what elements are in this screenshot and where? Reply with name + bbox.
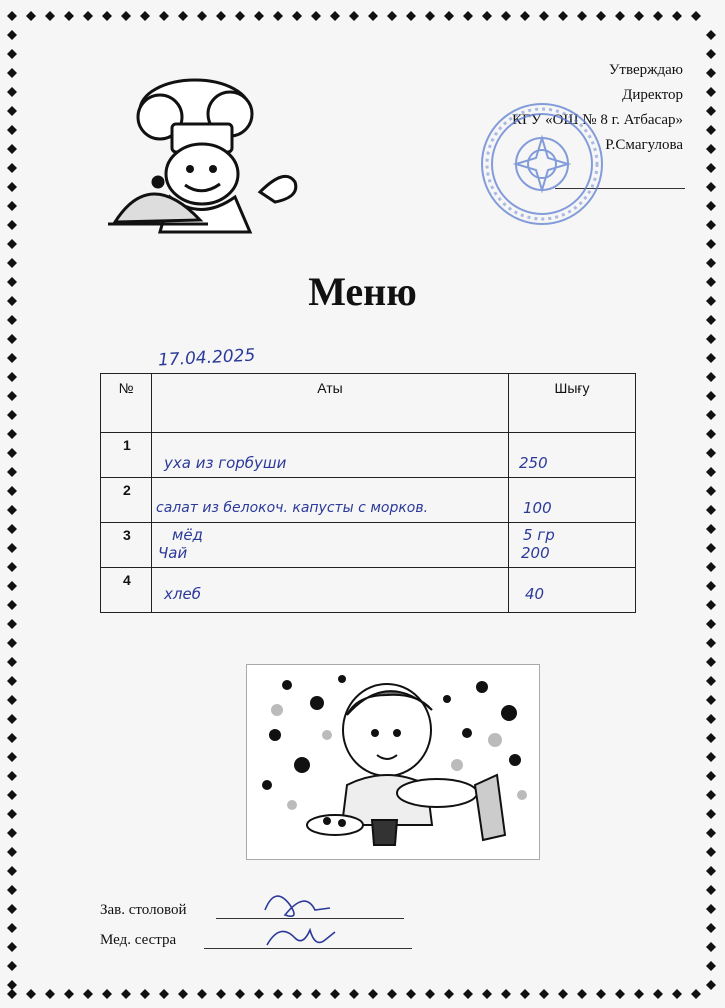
border-diamond [7, 562, 17, 572]
border-diamond [539, 11, 549, 21]
border-diamond [706, 49, 716, 59]
nurse-label: Мед. сестра [100, 932, 177, 948]
border-diamond [7, 315, 17, 325]
border-diamond [706, 923, 716, 933]
border-diamond [159, 989, 169, 999]
border-diamond [706, 961, 716, 971]
border-diamond [463, 989, 473, 999]
border-diamond [706, 771, 716, 781]
border-diamond [159, 11, 169, 21]
border-diamond [558, 11, 568, 21]
border-diamond [7, 125, 17, 135]
dish-name: салат из белокоч. капусты с морков. [156, 500, 429, 516]
approval-line-2: Директор [622, 87, 683, 103]
border-diamond [292, 989, 302, 999]
border-diamond [501, 11, 511, 21]
border-diamond [330, 989, 340, 999]
border-diamond [615, 989, 625, 999]
border-diamond [45, 11, 55, 21]
row-number: 1 [123, 437, 131, 453]
border-diamond [706, 847, 716, 857]
border-diamond [706, 581, 716, 591]
border-diamond [7, 828, 17, 838]
border-diamond [706, 733, 716, 743]
border-diamond [7, 847, 17, 857]
border-diamond [216, 989, 226, 999]
border-diamond [706, 182, 716, 192]
border-diamond [706, 809, 716, 819]
menu-date: 17.04.2025 [157, 345, 256, 371]
approval-line-3: КГУ «ОШ № 8 г. Атбасар» [512, 112, 683, 128]
border-diamond [7, 790, 17, 800]
page-title: Меню [308, 269, 417, 314]
border-diamond [706, 125, 716, 135]
border-diamond [706, 695, 716, 705]
border-diamond [596, 11, 606, 21]
border-diamond [520, 11, 530, 21]
header-name: Аты [152, 374, 509, 433]
border-diamond [463, 11, 473, 21]
border-diamond [706, 486, 716, 496]
border-diamond [706, 372, 716, 382]
border-diamond [7, 11, 17, 21]
border-diamond [706, 980, 716, 990]
border-diamond [706, 562, 716, 572]
dish-yield: 100 [523, 499, 552, 517]
border-diamond [235, 11, 245, 21]
dish-name: хлеб [164, 585, 201, 603]
border-diamond [140, 11, 150, 21]
border-diamond [7, 543, 17, 553]
border-diamond [368, 989, 378, 999]
dish-name: мёд [172, 526, 203, 544]
border-diamond [406, 989, 416, 999]
border-diamond [7, 220, 17, 230]
table-row [101, 568, 636, 613]
border-diamond [387, 11, 397, 21]
table-row [101, 433, 636, 478]
border-diamond [706, 866, 716, 876]
border-diamond [558, 989, 568, 999]
border-diamond [706, 30, 716, 40]
border-diamond [706, 239, 716, 249]
border-diamond [178, 11, 188, 21]
border-diamond [7, 353, 17, 363]
border-diamond [672, 989, 682, 999]
border-diamond [273, 989, 283, 999]
border-diamond [7, 923, 17, 933]
border-diamond [7, 904, 17, 914]
table-row [101, 478, 636, 523]
border-diamond [706, 600, 716, 610]
border-diamond [7, 144, 17, 154]
border-diamond [482, 11, 492, 21]
border-diamond [444, 989, 454, 999]
border-diamond [706, 87, 716, 97]
border-diamond [7, 68, 17, 78]
table-row [101, 523, 636, 568]
border-diamond [425, 989, 435, 999]
border-diamond [7, 866, 17, 876]
border-diamond [121, 11, 131, 21]
border-diamond [7, 182, 17, 192]
border-diamond [45, 989, 55, 999]
border-diamond [7, 733, 17, 743]
border-diamond [577, 989, 587, 999]
border-diamond [706, 790, 716, 800]
border-diamond [706, 942, 716, 952]
header-yield: Шығу [509, 374, 636, 433]
dish-yield-2: 200 [521, 544, 550, 562]
border-diamond [691, 11, 701, 21]
border-diamond [706, 543, 716, 553]
border-diamond [596, 989, 606, 999]
border-diamond [197, 11, 207, 21]
border-diamond [254, 989, 264, 999]
border-diamond [7, 657, 17, 667]
border-diamond [7, 391, 17, 401]
border-diamond [706, 334, 716, 344]
border-diamond [501, 989, 511, 999]
canteen-head-label: Зав. столовой [100, 902, 187, 918]
border-diamond [368, 11, 378, 21]
border-diamond [197, 989, 207, 999]
border-diamond [7, 486, 17, 496]
border-diamond [7, 239, 17, 249]
border-diamond [349, 11, 359, 21]
border-diamond [64, 989, 74, 999]
border-diamond [7, 619, 17, 629]
chef-illustration [100, 72, 320, 242]
border-diamond [7, 989, 17, 999]
border-diamond [520, 989, 530, 999]
table-header-row [101, 374, 636, 433]
border-diamond [706, 410, 716, 420]
border-diamond [7, 410, 17, 420]
border-diamond [706, 676, 716, 686]
border-diamond [311, 11, 321, 21]
border-diamond [706, 448, 716, 458]
border-diamond [7, 638, 17, 648]
border-diamond [26, 11, 36, 21]
border-diamond [235, 989, 245, 999]
dish-name-2: Чай [158, 544, 188, 562]
border-diamond [7, 961, 17, 971]
border-diamond [653, 11, 663, 21]
border-diamond [7, 600, 17, 610]
border-diamond [706, 144, 716, 154]
border-diamond [425, 11, 435, 21]
border-diamond [7, 885, 17, 895]
border-diamond [7, 429, 17, 439]
border-diamond [121, 989, 131, 999]
border-diamond [7, 524, 17, 534]
border-diamond [387, 989, 397, 999]
border-diamond [349, 989, 359, 999]
boy-eating-illustration [246, 664, 540, 860]
official-stamp [478, 100, 606, 228]
handwritten-signatures [255, 880, 345, 955]
menu-table [100, 373, 636, 613]
header-number: № [101, 374, 152, 433]
border-diamond [7, 676, 17, 686]
border-diamond [706, 505, 716, 515]
border-diamond [292, 11, 302, 21]
dish-yield: 250 [519, 454, 548, 472]
border-diamond [706, 657, 716, 667]
border-diamond [7, 334, 17, 344]
border-diamond [706, 258, 716, 268]
border-diamond [706, 714, 716, 724]
dish-yield: 5 гр [523, 526, 555, 544]
border-diamond [539, 989, 549, 999]
border-diamond [311, 989, 321, 999]
border-diamond [706, 885, 716, 895]
border-diamond [7, 980, 17, 990]
border-diamond [634, 989, 644, 999]
border-diamond [7, 467, 17, 477]
border-diamond [706, 619, 716, 629]
border-diamond [216, 11, 226, 21]
border-diamond [691, 989, 701, 999]
border-diamond [7, 49, 17, 59]
border-diamond [706, 201, 716, 211]
border-diamond [7, 809, 17, 819]
border-diamond [706, 638, 716, 648]
row-number: 2 [123, 482, 131, 498]
dish-name: уха из горбуши [164, 454, 287, 472]
border-diamond [444, 11, 454, 21]
approval-line-4: Р.Смагулова [605, 137, 683, 153]
border-diamond [178, 989, 188, 999]
approval-line-1: Утверждаю [608, 62, 683, 78]
border-diamond [7, 163, 17, 173]
border-diamond [7, 505, 17, 515]
border-diamond [482, 989, 492, 999]
border-diamond [7, 106, 17, 116]
row-number: 4 [123, 572, 131, 588]
border-diamond [706, 904, 716, 914]
border-diamond [7, 581, 17, 591]
boy-eating-drawing [247, 665, 539, 859]
border-diamond [7, 714, 17, 724]
border-diamond [577, 11, 587, 21]
border-diamond [672, 11, 682, 21]
border-diamond [7, 258, 17, 268]
border-diamond [102, 989, 112, 999]
border-diamond [706, 163, 716, 173]
row-number: 3 [123, 527, 131, 543]
border-diamond [7, 448, 17, 458]
border-diamond [634, 11, 644, 21]
border-diamond [7, 30, 17, 40]
border-diamond [706, 524, 716, 534]
border-diamond [653, 989, 663, 999]
border-diamond [7, 771, 17, 781]
border-diamond [7, 201, 17, 211]
border-diamond [706, 353, 716, 363]
dish-yield: 40 [525, 585, 545, 603]
border-diamond [7, 752, 17, 762]
border-diamond [7, 942, 17, 952]
border-diamond [706, 828, 716, 838]
border-diamond [83, 989, 93, 999]
border-diamond [406, 11, 416, 21]
border-diamond [102, 11, 112, 21]
border-diamond [706, 429, 716, 439]
border-diamond [706, 391, 716, 401]
border-diamond [7, 372, 17, 382]
border-diamond [254, 11, 264, 21]
border-diamond [7, 695, 17, 705]
border-diamond [83, 11, 93, 21]
border-diamond [615, 11, 625, 21]
border-diamond [273, 11, 283, 21]
border-diamond [26, 989, 36, 999]
border-diamond [330, 11, 340, 21]
border-diamond [140, 989, 150, 999]
border-diamond [64, 11, 74, 21]
border-diamond [706, 220, 716, 230]
border-diamond [706, 467, 716, 477]
border-diamond [706, 106, 716, 116]
border-diamond [7, 87, 17, 97]
border-diamond [706, 315, 716, 325]
border-diamond [706, 68, 716, 78]
border-diamond [706, 752, 716, 762]
